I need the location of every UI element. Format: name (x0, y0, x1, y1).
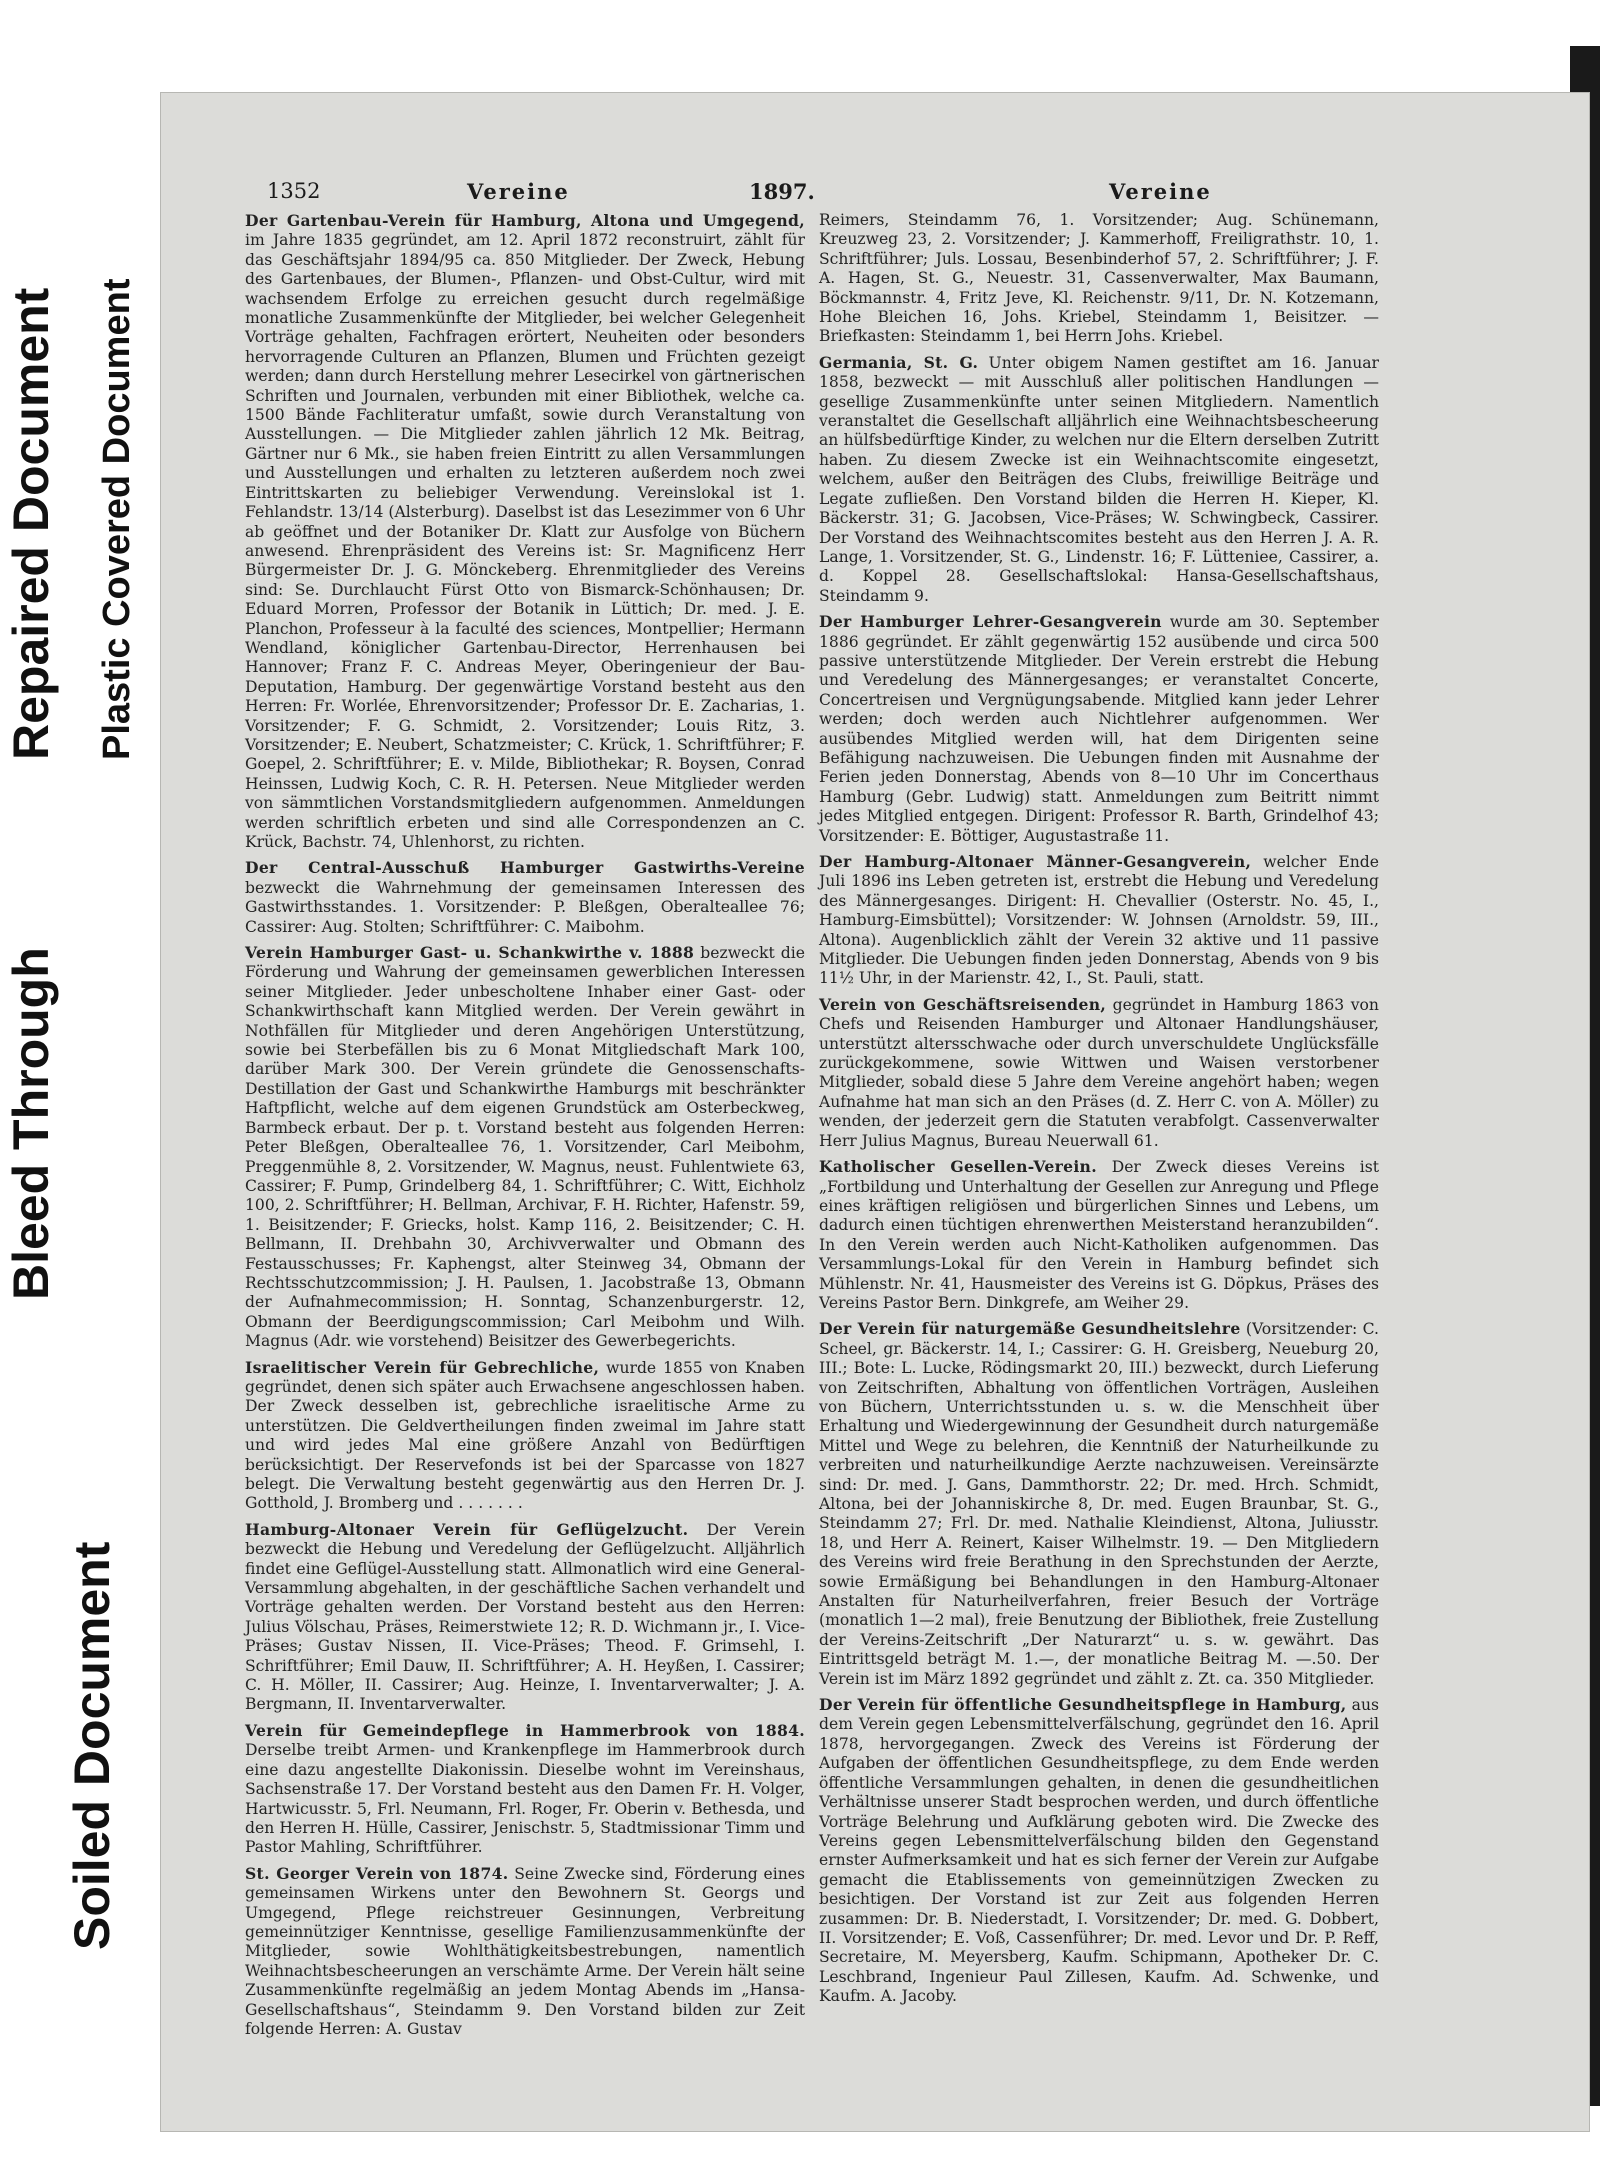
entry-heading: Katholischer Gesellen-Verein. (819, 1157, 1097, 1177)
entry-heading: Hamburg-Altonaer Verein für Geflügelzucht. (245, 1519, 689, 1539)
association-entry (819, 1695, 1379, 2007)
association-entry (245, 1721, 805, 1858)
entry-heading: Der Gartenbau-Verein für Hamburg, Altona und Umgegend, (245, 211, 805, 230)
running-title-right: Vereine (1109, 179, 1212, 204)
entry-body: im Jahre 1835 gegründet, am 12. April 1872 reconstruirt, zählt für das Geschäftsjahr 1894/95 ca. 850 Mitglieder. Der Zweck, Hebung des Gartenbaues, der Blumen-, Pflanzen- und Obst-Cultur, wird mit wachsendem Erfolge zu erreichen gesucht durch regelmäßige monatliche Zusammenkünfte der Mitglieder, bei welcher Gelegenheit Vorträge gehalten, Fachfragen erörtert, Neuheiten oder besonders hervorragende Culturen an Pflanzen, Blumen und Früchten gezeigt werden; dann durch Herstellung mehrer Lesecirkel von gärtnerischen Schriften und Journalen, verbunden mit einer Bibliothek, welche ca. 1500 Bände Fachliteratur umfaßt, sowie durch Veranstaltung von Ausstellungen. — Die Mitglieder zahlen jährlich 12 Mk. Beitrag, Gärtner nur 6 Mk., sie haben freien Eintritt zu allen Versammlungen und Ausstellungen und erhalten zu letzteren außerdem noch zwei Eintrittskarten zu beliebiger Verwendung. Vereinslokal ist 1. Fehlandstr. 13/14 (Alsterburg). Daselbst ist das Lesezimmer von 6 Uhr ab geöffnet und der Botaniker Dr. Klatt zur Ausfolge von Büchern anwesend. Ehrenpräsident des Vereins ist: Sr. Magnificenz Herr Bürgermeister Dr. J. G. Mönckeberg. Ehrenmitglieder des Vereins sind: Se. Durchlaucht Fürst Otto von Bismarck-Schönhausen; Dr. Eduard Morren, Professor der Botanik in Lüttich; Dr. med. J. E. Planchon, Professeur à la faculté des sciences, Montpellier; Hermann Wendland, königlicher Gartenbau-Director, Herrenhausen bei Hannover; Franz F. C. Andreas Meyer, Oberingenieur der Bau-Deputation, Hamburg. Der gegenwärtige Vorstand besteht aus den Herren: Fr. Worlée, Ehrenvorsitzender; Professor Dr. E. Zacharias, 1. Vorsitzender; F. G. Schmidt, 2. Vorsitzender; Louis Ritz, 3. Vorsitzender; E. Neubert, Schatzmeister; C. Krück, 1. Schriftführer; F. Goepel, 2. Schriftführer; E. v. Milde, Bibliothekar; R. Boysen, Conrad Heinssen, Ludwig Koch, C. R. H. Petersen. Neue Mitglieder werden von sämmtlichen Vorstandsmitgliedern aufgenommen. Anmeldungen werden schriftlich erbeten und sind alle Correspondenzen an C. Krück, Bachstr. 74, Uhlenhorst, zu richten. (245, 231, 805, 851)
association-entry (819, 1319, 1379, 1689)
association-entry (245, 1520, 805, 1715)
header-year: 1897. (749, 179, 815, 204)
plastic-covered-document-label: Plastic Covered Document (92, 240, 142, 760)
entry-body: aus dem Verein gegen Lebensmittelverfälschung, gegründet den 16. April 1878, hervorgegangen. Zweck des Vereins ist Förderung der Aufgaben der öffentlichen Gesundheitspflege, zu dem Ende werden öffentliche Versammlungen gehalten, in denen die gesundheitlichen Verhältnisse unserer Stadt besprochen werden, und durch öffentliche Vorträge Belehrung und Aufklärung geboten wird. Die Zwecke des Vereins gegen Lebensmittelverfälschung bilden den Gegenstand ernster Aufmerksamkeit und hat es sich ferner der Verein zur Aufgabe gemacht die Etablissements von gemeinnützigen Zwecken zu besichtigen. Der Vorstand ist zur Zeit aus folgenden Herren zusammen: Dr. B. Niederstadt, I. Vorsitzender; Dr. med. G. Dobbert, II. Vorsitzender; E. Voß, Cassenführer; Dr. med. Levor und Dr. P. Reff, Secretaire, M. Meyersberg, Kaufm. Schipmann, Apotheker Dr. C. Leschbrand, Ingenieur Paul Zillesen, Kaufm. Ad. Schwenke, und Kaufm. A. Jacoby. (819, 1696, 1379, 2006)
entry-heading: Germania, St. G. (819, 352, 979, 372)
association-entry (245, 1358, 805, 1514)
right-text-column (819, 211, 1379, 2013)
entry-body: wurde 1855 von Knaben gegründet, denen sich später auch Erwachsene angeschlossen haben. Der Zweck desselben ist, gebrechliche israelitische Arme zu unterstützen. Die Geldvertheilungen finden zweimal im Jahre statt und wird jedes Mal eine größere Anzahl von Bedürftigen berücksichtigt. Der Reservefonds ist bei der Sparcasse von 1827 belegt. Die Verwaltung besteht gegenwärtig aus den Herren Dr. J. Gotthold, J. Bromberg und . . . . . . . (245, 1358, 805, 1513)
entry-heading: Der Verein für naturgemäße Gesundheitslehre (819, 1319, 1241, 1339)
entry-heading: Der Hamburger Lehrer-Gesangverein (819, 612, 1162, 632)
entry-body: Reimers, Steindamm 76, 1. Vorsitzender; Aug. Schünemann, Kreuzweg 23, 2. Vorsitzender; J. Kammerhoff, Freiligrathstr. 10, 1. Schriftführer; Juls. Lossau, Besenbinderhof 57, 2. Schriftführer; J. F. A. Hagen, St. G., Neuestr. 31, Cassenverwalter, Max Baumann, Böckmannstr. 4, Fritz Jeve, Kl. Reichenstr. 9/11, Dr. N. Kotzemann, Hohe Bleichen 16, Johs. Kriebel, Steindamm 1, Beisitzer. — Briefkasten: Steindamm 1, bei Herrn Johs. Kriebel. (819, 211, 1379, 346)
left-text-column (245, 211, 805, 2045)
entry-body: Derselbe treibt Armen- und Krankenpflege im Hammerbrook durch eine dazu angestellte Diakonissin. Dieselbe wohnt im Vereinshaus, Sachsenstraße 17. Der Vorstand besteht aus den Damen Fr. H. Volger, Hartwicusstr. 5, Frl. Neumann, Frl. Roger, Fr. Oberin v. Bethesda, und den Herren H. Hülle, Cassirer, Jenischstr. 5, Stadtmissionar Timm und Pastor Mahling, Schriftführer. (245, 1741, 805, 1857)
entry-heading: Verein für Gemeindepflege in Hammerbrook von 1884. (245, 1720, 805, 1740)
association-entry (245, 211, 805, 852)
entry-heading: St. Georger Verein von 1874. (245, 1863, 509, 1883)
entry-body: (Vorsitzender: C. Scheel, gr. Bäckerstr. 14, I.; Cassirer: G. H. Greisberg, Neueburg 20, III.; Bote: L. Lucke, Rödingsmarkt 20, III.) bezweckt, durch Lieferung von Zeitschriften, Abhaltung von öffentlichen Vorträgen, Ausleihen von Büchern, Unterrichtsstunden u. s. w. die Menschheit über Erhaltung und Wiedergewinnung der Gesundheit durch naturgemäße Mittel und Wege zu belehren, die Kenntniß der Naturheilkunde zu verbreiten und naturheilkundige Aerzte nachzuweisen. Vereinsärzte sind: Dr. med. J. Gans, Dammthorstr. 22; Dr. med. Hrch. Schmidt, Altona, bei der Johanniskirche 8, Dr. med. Eugen Braunbar, St. G., Steindamm 27; Frl. Dr. med. Nathalie Kleindienst, Altona, Juliusstr. 18, und Herr A. Reinert, Kaiser Wilhelmstr. 19. — Den Mitgliedern des Vereins wird freie Berathung in den Sprechstunden der Aerzte, sowie Ermäßigung bei Behandlungen in den Hamburg-Altonaer Anstalten für Naturheilverfahren, freier Besuch der Vorträge (monatlich 1—2 mal), freie Benutzung der Bibliothek, freie Zustellung der Vereins-Zeitschrift „Der Naturarzt“ u. s. w. gewährt. Das Eintrittsgeld beträgt M. 1.—, der monatliche Beitrag M. —.50. Der Verein ist im März 1892 gegründet und zählt z. Zt. ca. 350 Mitglieder. (819, 1320, 1379, 1688)
association-entry (245, 858, 805, 937)
association-entry (819, 995, 1379, 1151)
entry-heading: Der Hamburg-Altonaer Männer-Gesangverein, (819, 852, 1252, 871)
association-entry (819, 353, 1379, 606)
entry-body: wurde am 30. September 1886 gegründet. Er zählt gegenwärtig 152 ausübende und circa 500 passive unterstützende Mitglieder. Der Verein erstrebt die Hebung und Veredelung des Männergesanges; er veranstaltet Concerte, Concertreisen und Vergnügungsabende. Mitglied kann jeder Lehrer werden; doch werden auch Nichtlehrer aufgenommen. Wer ausübendes Mitglied werden will, hat dem Dirigenten seine Befähigung nachzuweisen. Die Uebungen finden mit Ausnahme der Ferien jeden Donnerstag, Abends von 8—10 Uhr im Concerthaus Hamburg (Gebr. Ludwig) statt. Anmeldungen zum Beitritt nimmt jedes Mitglied entgegen. Dirigent: Professor R. Barth, Grindelhof 43; Vorsitzender: E. Böttiger, Augustastraße 11. (819, 613, 1379, 845)
entry-body: bezweckt die Wahrnehmung der gemeinsamen Interessen des Gastwirthsstandes. 1. Vorsitzender: P. Bleßgen, Oberalteallee 76; Cassirer: Aug. Stolten; Schriftführer: C. Maibohm. (245, 878, 805, 936)
association-entry (245, 943, 805, 1352)
entry-body: welcher Ende Juli 1896 ins Leben getreten ist, erstrebt die Hebung und Veredelung des Männergesanges. Dirigent: H. Chevallier (Osterstr. No. 45, I., Hamburg-Eimsbüttel); Vorsitzender: W. Johnsen (Arnoldstr. 59, III., Altona). Augenblicklich zählt der Verein 32 aktive und 11 passive Mitglieder. Die Uebungen finden jeden Donnerstag, Abends von 9 bis 11½ Uhr, in der Marienstr. 42, I., St. Pauli, statt. (819, 853, 1379, 988)
entry-heading: Der Central-Ausschuß Hamburger Gastwirths-Vereine (245, 858, 805, 878)
running-title-left: Vereine (467, 179, 570, 204)
page-header (267, 179, 1397, 209)
association-entry (819, 211, 1379, 347)
entry-body: bezweckt die Förderung und Wahrung der gemeinsamen gewerblichen Interessen seiner Mitglieder. Jeder unbescholtene Inhaber einer Gast- oder Schankwirthschaft kann Mitglied werden. Der Verein gewährt in Nothfällen für Mitglieder und deren Angehörigen Unterstützung, sowie bei Sterbefällen bis zu 6 Monat Mitgliedschaft Mark 100, darüber Mark 300. Der Verein gründete die Genossenschafts-Destillation der Gast und Schankwirthe Hamburgs mit beschränkter Haftpflicht, welche auf dem eigenen Grundstück am Osterbeckweg, Barmbeck erbaut. Der p. t. Vorstand besteht aus folgenden Herren: Peter Bleßgen, Oberalteallee 76, 1. Vorsitzender, Carl Meibohm, Preggenmühle 8, 2. Vorsitzender, W. Magnus, neust. Fuhlentwiete 63, Cassirer; F. Pump, Grindelberg 84, 1. Schriftführer; C. Witt, Eichholz 100, 2. Schriftführer; H. Bellman, Archivar, F. H. Richter, Hafenstr. 59, 1. Beisitzender; F. Griecks, holst. Kamp 116, 2. Beisitzender; C. H. Bellmann, II. Drehbahn 30, Archivverwalter und Obmann des Festausschusses; Fr. Kaphengst, alter Steinweg 34, Obmann der Rechtsschutzcommission; J. H. Paulsen, 1. Jacobstraße 13, Obmann der Aufnahmecommission; H. Sonntag, Schanzenburgerstr. 12, Obmann der Beerdigungscommission; Carl Meibohm und Wilh. Magnus (Adr. wie vorstehend) Beisitzer des Gewerbegerichts. (245, 944, 805, 1351)
entry-body: gegründet in Hamburg 1863 von Chefs und Reisenden Hamburger und Altonaer Handlungshäuser, unterstützt altersschwache oder durch unverschuldete Unglücksfälle zurückgekommene, sowie Wittwen und Waisen verstorbener Mitglieder, sobald diese 5 Jahre dem Vereine angehört haben; wegen Aufnahme hat man sich an den Präses (d. Z. Herr C. von A. Möller) zu wenden, der jederzeit gern die Statuten verabfolgt. Cassenverwalter Herr Julius Magnus, Bureau Neuerwall 61. (819, 995, 1379, 1150)
entry-heading: Verein Hamburger Gast- u. Schankwirthe v. 1888 (245, 943, 695, 963)
association-entry (819, 1157, 1379, 1313)
bleed-through-label: Bleed Through (0, 830, 62, 1300)
association-entry (245, 1864, 805, 2040)
entry-heading: Der Verein für öffentliche Gesundheitspflege in Hamburg, (819, 1695, 1347, 1715)
repaired-document-label: Repaired Document (0, 240, 62, 760)
association-entry (819, 612, 1379, 846)
association-entry (819, 852, 1379, 989)
entry-body: Seine Zwecke sind, Förderung eines gemeinsamen Wirkens unter den Bewohnern St. Georgs und Umgegend, Pflege reichstreuer Gesinnungen, Verbreitung gemeinnütziger Kenntnisse, gesellige Familienzusammenkünfte der Mitglieder, sowie Wohlthätigkeitsbestrebungen, namentlich Weihnachtsbescheerungen an verschämte Arme. Der Verein hält seine Zusammenkünfte regelmäßig an jedem Montag Abends im „Hansa-Gesellschaftshaus“, Steindamm 9. Den Vorstand bilden zur Zeit folgende Herren: A. Gustav (245, 1864, 805, 2038)
entry-body: Der Verein bezweckt die Hebung und Veredelung der Geflügelzucht. Alljährlich findet eine Geflügel-Ausstellung statt. Allmonatlich wird eine General-Versammlung abgehalten, in der geschäftliche Sachen verhandelt und Vorträge gehalten werden. Der Vorstand besteht aus den Herren: Julius Völschau, Präses, Reimerstwiete 12; R. D. Wichmann jr., I. Vice-Präses; Gustav Nissen, II. Vice-Präses; Theod. F. Grimsehl, I. Schriftführer; Emil Dauw, II. Schriftführer; A. H. Heyßen, I. Cassirer; C. H. Möller, II. Cassirer; Aug. Heinze, I. Inventarverwalter; J. A. Bergmann, II. Inventarverwalter. (245, 1520, 805, 1714)
page-number: 1352 (267, 179, 321, 203)
scanned-page (160, 92, 1590, 2132)
entry-heading: Israelitischer Verein für Gebrechliche, (245, 1357, 600, 1377)
entry-body: Unter obigem Namen gestiftet am 16. Januar 1858, bezweckt — mit Ausschluß aller politischen Handlungen — gesellige Zusammenkünfte unter seinen Mitgliedern. Namentlich veranstaltet die Gesellschaft alljährlich eine Weihnachtsbescheerung an hülfsbedürftige Kinder, zu welchen nur die Eltern derselben Zutritt haben. Zu diesem Zwecke ist ein Weihnachtscomite eingesetzt, welchem, außer den Beiträgen des Clubs, freiwillige Beiträge und Legate zufließen. Den Vorstand bilden die Herren H. Kieper, Kl. Bäckerstr. 31; G. Jacobsen, Vice-Präses; W. Schwingbeck, Cassirer. Der Vorstand des Weihnachtscomites besteht aus den Herren J. A. R. Lange, 1. Vorsitzender, St. G., Lindenstr. 16; F. Lütteniee, Cassirer, a. d. Koppel 28. Gesellschaftslokal: Hansa-Gesellschaftshaus, Steindamm 9. (819, 353, 1380, 605)
entry-heading: Verein von Geschäftsreisenden, (819, 994, 1107, 1014)
soiled-document-label: Soiled Document (62, 1410, 122, 1950)
entry-body: Der Zweck dieses Vereins ist „Fortbildung und Unterhaltung der Gesellen zur Anregung und Pflege eines kräftigen religiösen und bürgerlichen Sinnes und Lebens, um dadurch einen tüchtigen ehrenwerthen Meisterstand heranzubilden“. In den Verein werden auch Nicht-Katholiken aufgenommen. Das Versammlungs-Lokal für den Verein in Hamburg befindet sich Mühlenstr. Nr. 41, Hausmeister des Vereins ist G. Döpkus, Präses des Vereins Pastor Bern. Dinkgrefe, am Weiher 29. (819, 1158, 1379, 1312)
